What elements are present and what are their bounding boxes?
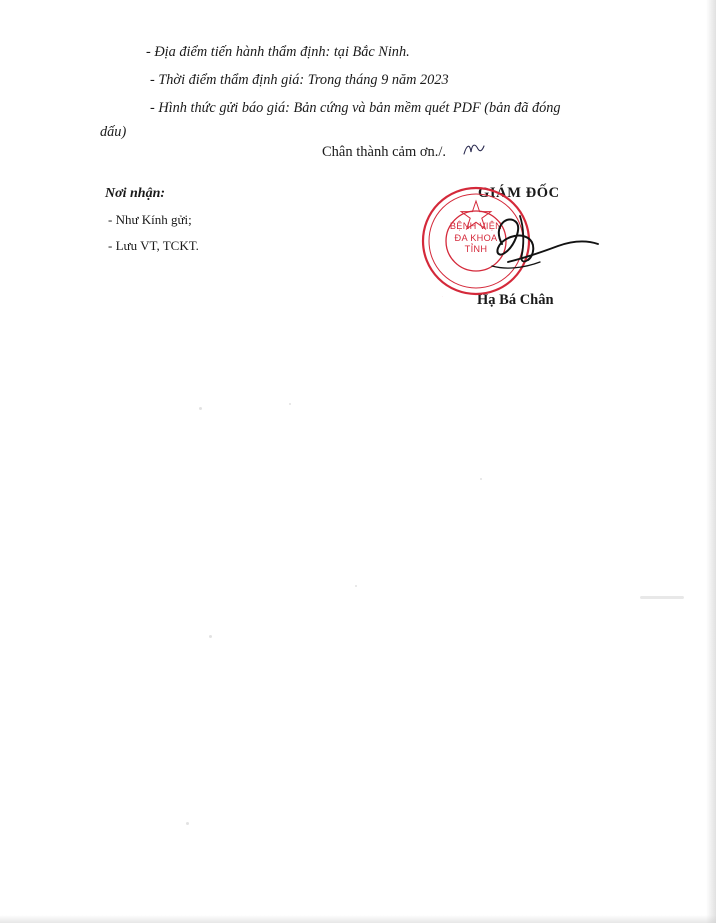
document-line-3-continued: dấu): [100, 124, 127, 140]
stamp-line-1: BỆNH VIỆN: [449, 221, 503, 231]
scan-speck: [209, 635, 212, 638]
document-line-1: - Địa điểm tiến hành thẩm định: tại Bắc Ninh.: [146, 44, 410, 60]
handwritten-signature: [462, 196, 602, 286]
signature-title: GIÁM ĐỐC: [478, 185, 560, 201]
recipient-item-1: - Như Kính gửi;: [108, 212, 192, 227]
recipient-item-2: - Lưu VT, TCKT.: [108, 238, 199, 253]
scan-edge-shadow-right: [706, 0, 716, 923]
scan-smudge: [640, 596, 684, 599]
recipients-title: Nơi nhận:: [105, 186, 166, 201]
scan-speck: [199, 407, 202, 410]
scan-speck: [355, 585, 357, 587]
scan-edge-shadow-bottom: [0, 915, 716, 923]
scan-speck: [186, 822, 189, 825]
document-line-3: - Hình thức gửi báo giá: Bản cứng và bản mềm quét PDF (bản đã đóng: [150, 100, 561, 116]
scan-speck: [480, 478, 482, 480]
stamp-inner-text: [436, 221, 516, 333]
stamp-line-3: TỈNH: [464, 244, 488, 254]
scan-speck: [289, 403, 291, 405]
pen-flourish-icon: [462, 140, 486, 158]
closing-text: Chân thành cảm ơn./.: [322, 144, 447, 160]
stamp-line-2: ĐA KHOA: [454, 232, 498, 243]
document-line-2: - Thời điểm thẩm định giá: Trong tháng 9 năm 2023: [150, 72, 449, 88]
signature-name: Hạ Bá Chân: [477, 292, 554, 308]
